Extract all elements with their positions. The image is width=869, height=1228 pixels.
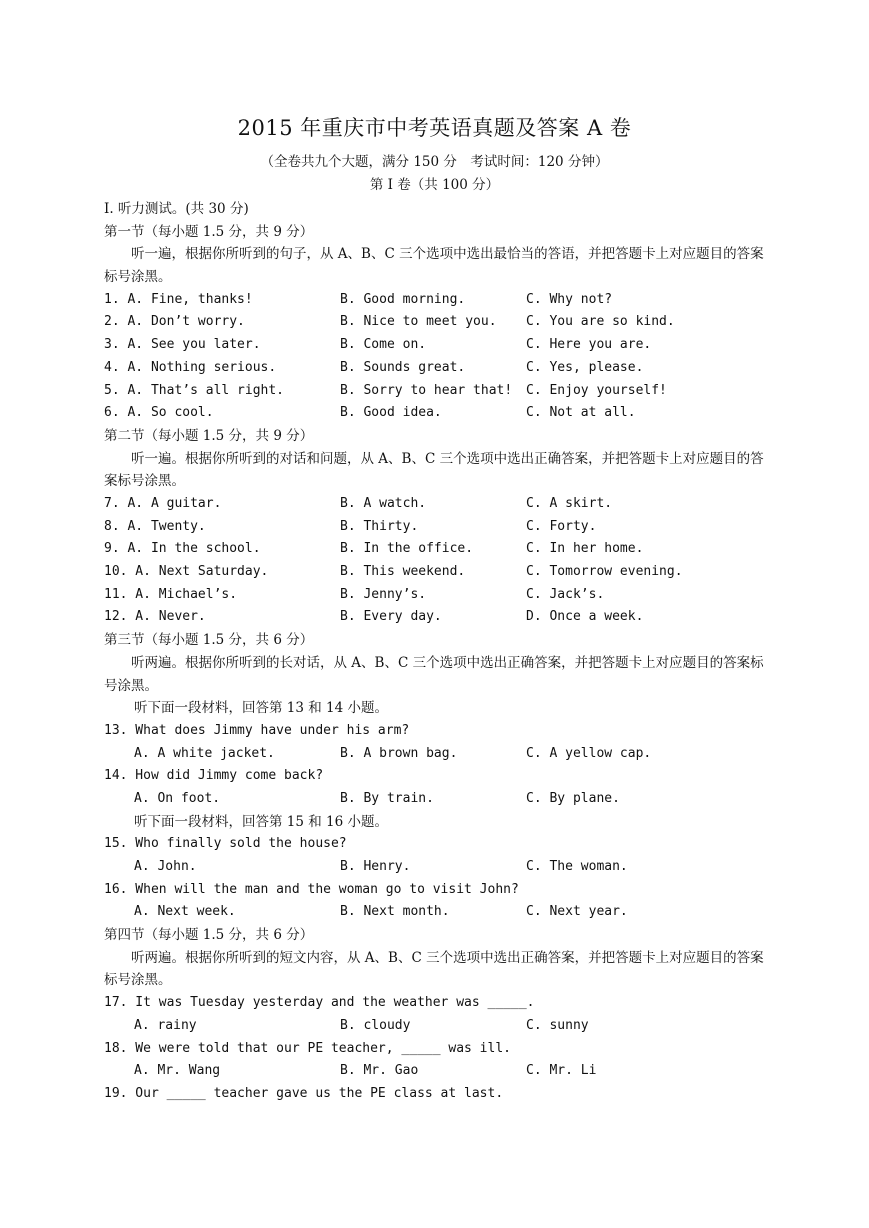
option-c: C. Jack’s.	[526, 586, 605, 602]
section-3-instructions: 听两遍。根据你所听到的长对话，从 A、B、C 三个选项中选出正确答案，并把答题卡上对应题目的答案标号涂黑。	[104, 654, 764, 694]
option-b: B. By train.	[340, 790, 434, 806]
question-row	[104, 606, 774, 629]
option-b: B. This weekend.	[340, 564, 466, 580]
material-note: 听下面一段材料，回答第 13 和 14 小题。	[134, 700, 389, 717]
option-a: 7. A. A guitar.	[104, 496, 222, 511]
question-row	[104, 584, 774, 607]
option-a: 2. A. Don’t worry.	[104, 314, 245, 330]
option-b: B. Good idea.	[340, 405, 442, 421]
section-1-header: 第一节（每小题 1.5 分，共 9 分）	[104, 223, 314, 240]
option-c: C. Why not?	[526, 291, 613, 307]
part-heading: 第 I 卷（共 100 分）	[369, 177, 500, 193]
section-heading: I. 听力测试。(共 30 分)	[104, 201, 249, 217]
question-options	[104, 1015, 774, 1038]
option-a: 10. A. Next Saturday.	[104, 564, 269, 580]
option-c: C. By plane.	[526, 790, 620, 806]
option-b: B. A brown bag.	[340, 745, 458, 761]
option-c: C. Here you are.	[526, 337, 652, 353]
option-c: C. Tomorrow evening.	[526, 564, 683, 580]
question-stem: 14. How did Jimmy come back?	[104, 768, 324, 784]
option-b: B. Henry.	[340, 859, 411, 875]
option-c: C. sunny	[526, 1017, 589, 1033]
section-4-header: 第四节（每小题 1.5 分，共 6 分）	[104, 927, 314, 944]
option-a: 11. A. Michael’s.	[104, 586, 238, 602]
option-a: A. Next week.	[134, 904, 236, 920]
question-row	[104, 380, 774, 403]
section-2-header: 第二节（每小题 1.5 分，共 9 分）	[104, 427, 314, 444]
exam-content	[104, 198, 774, 1106]
option-b: B. Come on.	[340, 337, 427, 353]
option-b: B. A watch.	[340, 496, 427, 511]
question-stem: 16. When will the man and the woman go to visit John?	[104, 881, 519, 897]
option-a: A. rainy	[134, 1017, 197, 1033]
option-a: 1. A. Fine, thanks!	[104, 291, 253, 307]
option-c: C. A skirt.	[526, 496, 613, 511]
option-a: 6. A. So cool.	[104, 405, 214, 421]
question-stem: 19. Our _____ teacher gave us the PE class at last.	[104, 1085, 504, 1101]
option-a: A. On foot.	[134, 790, 221, 806]
option-b: B. Mr. Gao	[340, 1063, 419, 1079]
question-row	[104, 516, 774, 539]
option-b: B. Next month.	[340, 904, 450, 920]
option-a: A. A white jacket.	[134, 745, 275, 761]
option-b: B. In the office.	[340, 541, 474, 557]
option-c: C. Mr. Li	[526, 1063, 597, 1079]
option-b: B. Thirty.	[340, 518, 419, 534]
section-2-instructions: 听一遍。根据你所听到的对话和问题，从 A、B、C 三个选项中选出正确答案，并把答题卡上对应题目的答案标号涂黑。	[104, 450, 764, 490]
option-b: B. Every day.	[340, 609, 442, 625]
section-3-header: 第三节（每小题 1.5 分，共 6 分）	[104, 632, 314, 649]
option-b: B. Nice to meet you.	[340, 314, 497, 330]
option-a: 5. A. That’s all right.	[104, 382, 285, 398]
option-b: B. Good morning.	[340, 291, 466, 307]
option-c: D. Once a week.	[526, 609, 644, 625]
question-row	[104, 402, 774, 425]
question-stem: 15. Who finally sold the house?	[104, 836, 347, 852]
question-stem: 18. We were told that our PE teacher, _____ was ill.	[104, 1040, 511, 1056]
section-4-instructions: 听两遍。根据你所听到的短文内容，从 A、B、C 三个选项中选出正确答案，并把答题卡上对应题目的答案标号涂黑。	[104, 949, 764, 989]
question-row	[104, 538, 774, 561]
question-options	[104, 788, 774, 811]
option-c: C. A yellow cap.	[526, 745, 652, 761]
option-a: A. Mr. Wang	[134, 1063, 221, 1079]
option-c: C. You are so kind.	[526, 314, 675, 330]
option-a: 9. A. In the school.	[104, 541, 261, 557]
option-c: C. Yes, please.	[526, 359, 644, 375]
option-a: A. John.	[134, 859, 197, 875]
option-b: B. Sounds great.	[340, 359, 466, 375]
question-options	[104, 856, 774, 879]
exam-info: （全卷共九个大题，满分 150 分 考试时间：120 分钟）	[260, 154, 609, 170]
section-1-instructions: 听一遍，根据你所听到的句子，从 A、B、C 三个选项中选出最恰当的答语，并把答题卡上对应题目的答案标号涂黑。	[104, 246, 764, 286]
option-c: C. Not at all.	[526, 405, 636, 421]
page-title: 2015 年重庆市中考英语真题及答案 A 卷	[237, 116, 632, 140]
option-b: B. Jenny’s.	[340, 586, 427, 602]
option-c: C. Next year.	[526, 904, 628, 920]
option-a: 8. A. Twenty.	[104, 518, 206, 534]
option-a: 12. A. Never.	[104, 609, 206, 625]
question-row	[104, 289, 774, 312]
question-options	[104, 743, 774, 766]
question-stem: 17. It was Tuesday yesterday and the weather was _____.	[104, 995, 535, 1011]
option-a: 3. A. See you later.	[104, 337, 261, 353]
question-options	[104, 901, 774, 924]
option-c: C. Forty.	[526, 518, 597, 534]
option-c: C. In her home.	[526, 541, 644, 557]
question-stem: 13. What does Jimmy have under his arm?	[104, 722, 410, 738]
question-row	[104, 561, 774, 584]
option-a: 4. A. Nothing serious.	[104, 359, 277, 375]
option-c: C. The woman.	[526, 859, 628, 875]
question-row	[104, 493, 774, 516]
option-b: B. Sorry to hear that!	[340, 382, 513, 398]
option-b: B. cloudy	[340, 1017, 411, 1033]
question-row	[104, 357, 774, 380]
material-note: 听下面一段材料，回答第 15 和 16 小题。	[134, 813, 389, 830]
question-options	[104, 1060, 774, 1083]
option-c: C. Enjoy yourself!	[526, 382, 667, 398]
question-row	[104, 334, 774, 357]
question-row	[104, 311, 774, 334]
